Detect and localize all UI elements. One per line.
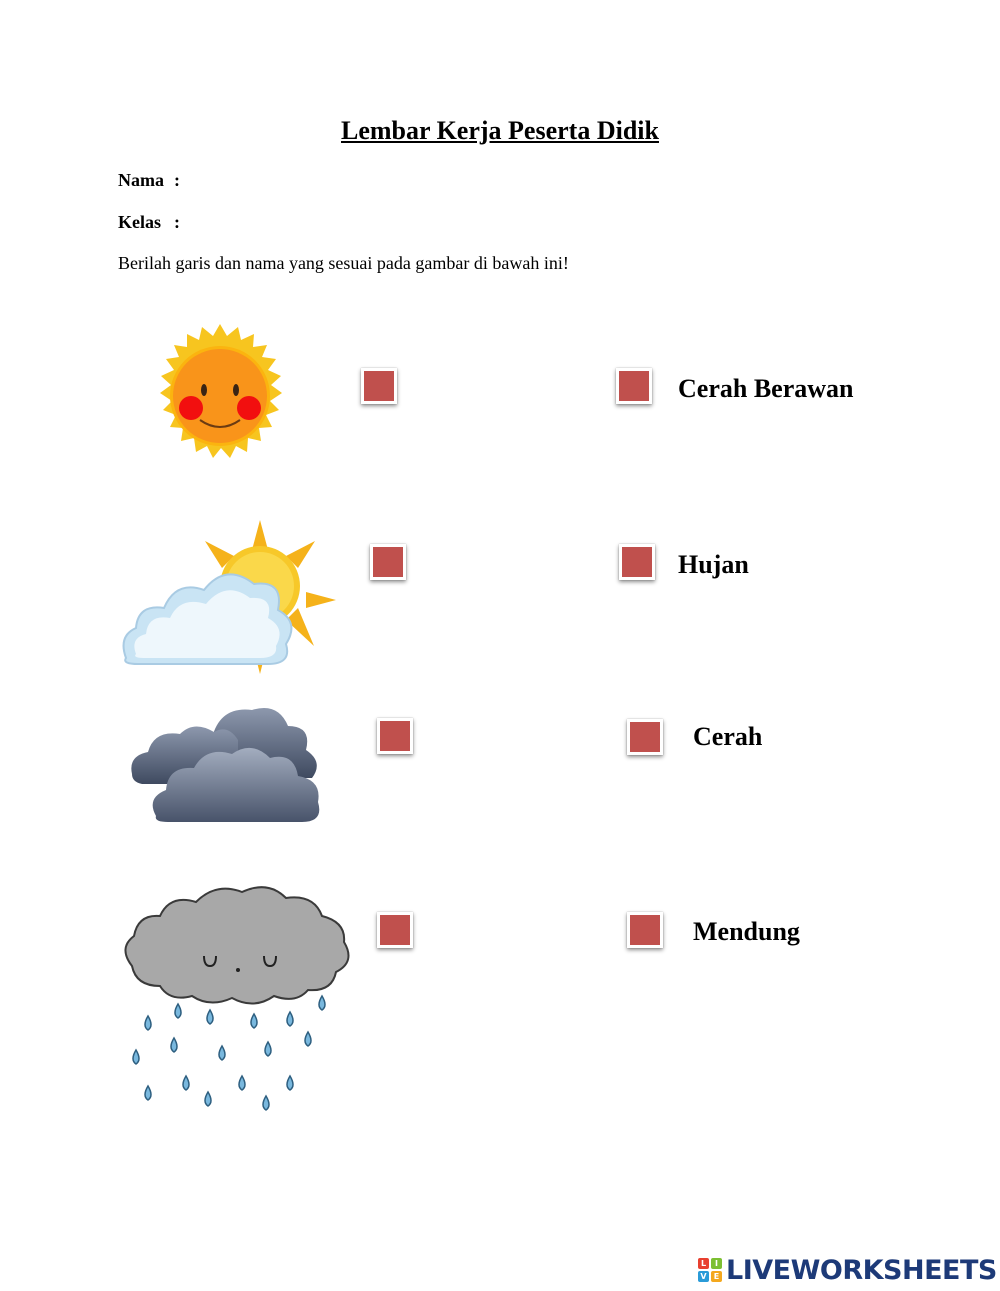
answer-1-connector[interactable] [616, 368, 652, 404]
answer-4-label: Mendung [693, 917, 800, 946]
logo-squares-icon: L I V E [698, 1258, 722, 1282]
answer-3-label: Cerah [693, 722, 763, 751]
picture-4-connector[interactable] [377, 912, 413, 948]
class-field [118, 212, 180, 233]
answer-3-connector[interactable] [627, 719, 663, 755]
dark-clouds-icon [128, 700, 324, 826]
name-label: Nama [118, 170, 164, 190]
answer-4-connector[interactable] [627, 912, 663, 948]
sun-behind-cloud-icon [118, 518, 340, 678]
answer-1-label: Cerah Berawan [678, 374, 854, 403]
name-separator: : [174, 170, 180, 190]
answer-2-connector[interactable] [619, 544, 655, 580]
page-title: Lembar Kerja Peserta Didik [341, 116, 659, 145]
picture-3-connector[interactable] [377, 718, 413, 754]
instruction-text: Berilah garis dan nama yang sesuai pada gambar di bawah ini! [118, 253, 569, 273]
answer-2-label: Hujan [678, 550, 749, 579]
picture-2-connector[interactable] [370, 544, 406, 580]
name-field [118, 170, 180, 191]
rain-cloud-icon [118, 880, 358, 1120]
class-separator: : [174, 212, 180, 232]
smiling-sun-icon [146, 322, 294, 470]
liveworksheets-logo [698, 1254, 997, 1286]
logo-text: LIVEWORKSHEETS [726, 1254, 997, 1286]
picture-1-connector[interactable] [361, 368, 397, 404]
class-label: Kelas [118, 212, 161, 232]
